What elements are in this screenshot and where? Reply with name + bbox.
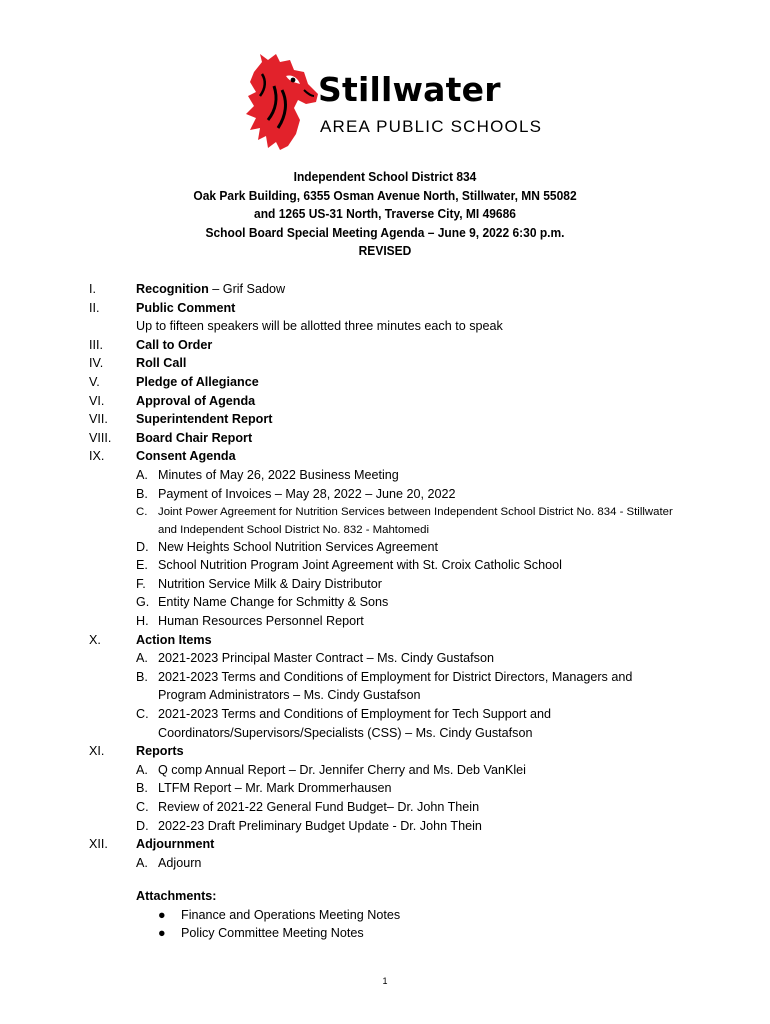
item-title: Reports xyxy=(136,744,184,759)
item-number: I. xyxy=(89,282,96,296)
logo-subtitle: AREA PUBLIC SCHOOLS xyxy=(320,117,543,136)
sub-item-letter: A. xyxy=(136,855,148,870)
item-number: IX. xyxy=(89,449,105,464)
sub-item-text: Nutrition Service Milk & Dairy Distributor xyxy=(158,576,382,591)
address-line-2: and 1265 US-31 North, Traverse City, MI 49686 xyxy=(254,207,516,222)
horse-head-icon xyxy=(246,54,318,150)
item-number: IV. xyxy=(89,356,104,371)
sub-item-text: Joint Power Agreement for Nutrition Services between Independent School District No. 834 - Stillwater xyxy=(158,505,673,518)
sub-item-text: Q comp Annual Report – Dr. Jennifer Cherry and Ms. Deb VanKlei xyxy=(158,762,526,777)
item-title: Superintendent Report xyxy=(136,412,273,427)
item-number: V. xyxy=(89,375,100,389)
item-number: III. xyxy=(89,337,103,352)
logo-wordmark: Stillwater xyxy=(318,70,501,109)
item-title: Approval of Agenda xyxy=(136,393,256,408)
item-number: XI. xyxy=(89,744,105,759)
sub-item-text: 2021-2023 Principal Master Contract – Ms. Cindy Gustafson xyxy=(158,651,494,666)
sub-item-text: Minutes of May 26, 2022 Business Meeting xyxy=(158,468,399,482)
sub-item-text: 2022-23 Draft Preliminary Budget Update - Dr. John Thein xyxy=(158,818,482,833)
item-title: Recognition xyxy=(136,282,209,296)
sub-item-text: 2021-2023 Terms and Conditions of Employment for District Directors, Managers and xyxy=(158,669,633,684)
attachments-title: Attachments: xyxy=(136,889,217,903)
item-title: Adjournment xyxy=(136,837,215,852)
sub-item-letter: A. xyxy=(136,762,148,777)
revised-label: REVISED xyxy=(358,244,412,259)
item-title: Call to Order xyxy=(136,337,213,352)
item-presenter: – Grif Sadow xyxy=(208,282,286,296)
sub-item-letter: A. xyxy=(136,651,148,666)
item-number: II. xyxy=(89,300,100,315)
sub-item-text: Adjourn xyxy=(158,855,202,870)
sub-item-letter: C. xyxy=(136,800,149,814)
sub-item-text: Coordinators/Supervisors/Specialists (CSS) – Ms. Cindy Gustafson xyxy=(158,725,533,740)
item-title: Consent Agenda xyxy=(136,449,236,464)
sub-item-text: Program Administrators – Ms. Cindy Gustafson xyxy=(158,688,421,703)
attachment-text: Finance and Operations Meeting Notes xyxy=(181,907,401,922)
sub-item-letter: B. xyxy=(136,669,148,684)
item-title: Public Comment xyxy=(136,300,236,315)
sub-item-letter: F. xyxy=(136,576,146,591)
item-number: VII. xyxy=(89,412,108,427)
sub-item-letter: G. xyxy=(136,595,150,610)
item-title: Board Chair Report xyxy=(136,430,253,445)
item-title: Action Items xyxy=(136,632,212,647)
sub-item-letter: B. xyxy=(136,781,148,796)
item-text xyxy=(136,280,285,298)
page-number: 1 xyxy=(382,976,388,986)
sub-item-text: and Independent School District No. 832 - Mahtomedi xyxy=(158,523,430,536)
bullet-icon: ● xyxy=(158,926,166,941)
sub-item-letter: E. xyxy=(136,558,148,573)
district-name: Independent School District 834 xyxy=(293,170,477,184)
item-note: Up to fifteen speakers will be allotted three minutes each to speak xyxy=(136,319,503,334)
item-number: VI. xyxy=(89,393,105,408)
sub-item-text: LTFM Report – Mr. Mark Drommerhausen xyxy=(158,781,392,796)
sub-item-text: Payment of Invoices – May 28, 2022 – June 20, 2022 xyxy=(158,486,456,501)
sub-item-letter: H. xyxy=(136,614,149,628)
sub-item-letter: C. xyxy=(136,505,148,518)
sub-item-text: Human Resources Personnel Report xyxy=(158,614,364,628)
sub-item-text: New Heights School Nutrition Services Agreement xyxy=(158,539,438,554)
item-number: VIII. xyxy=(89,430,112,445)
sub-item-letter: C. xyxy=(136,707,149,721)
item-title: Pledge of Allegiance xyxy=(136,375,259,389)
item-number: XII. xyxy=(89,837,108,852)
sub-item-text: School Nutrition Program Joint Agreement with St. Croix Catholic School xyxy=(158,558,562,573)
attachment-text: Policy Committee Meeting Notes xyxy=(181,926,364,941)
sub-item-letter: A. xyxy=(136,468,148,482)
item-title: Roll Call xyxy=(136,356,187,371)
sub-item-text: Entity Name Change for Schmitty & Sons xyxy=(158,595,389,610)
sub-item-letter: D. xyxy=(136,539,149,554)
sub-item-text: 2021-2023 Terms and Conditions of Employment for Tech Support and xyxy=(158,707,551,721)
sub-item-letter: D. xyxy=(136,818,149,833)
item-number: X. xyxy=(89,632,101,647)
address-line-1: Oak Park Building, 6355 Osman Avenue North, Stillwater, MN 55082 xyxy=(193,188,577,203)
sub-item-text: Review of 2021-22 General Fund Budget– Dr. John Thein xyxy=(158,800,480,814)
meeting-title: School Board Special Meeting Agenda – June 9, 2022 6:30 p.m. xyxy=(205,225,565,240)
document-header xyxy=(0,168,770,261)
sub-item-letter: B. xyxy=(136,486,148,501)
bullet-icon: ● xyxy=(158,907,166,922)
